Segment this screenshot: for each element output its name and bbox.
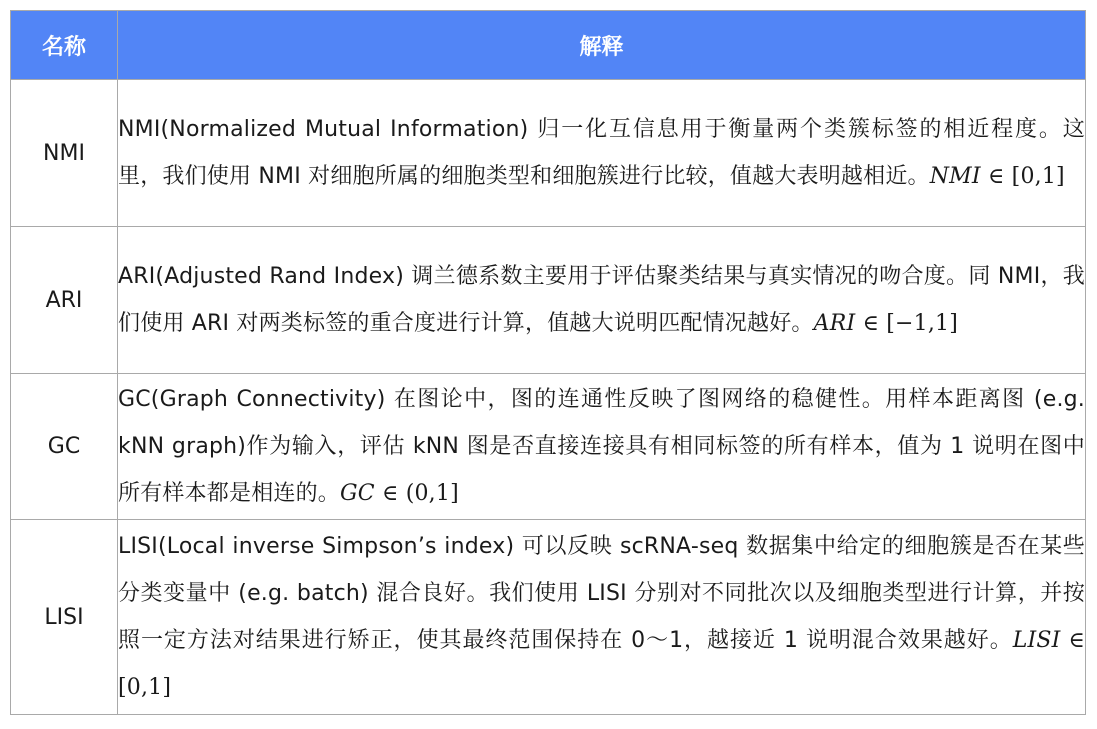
math-symbol: LISI (1012, 628, 1061, 653)
metric-description (118, 227, 1086, 374)
math-range: ∈ [0,1] (118, 628, 1086, 700)
description-text: ARI(Adjusted Rand Index) 调兰德系数主要用于评估聚类结果与真实情况的吻合度。同 NMI，我们使用 ARI 对两类标签的重合度进行计算，值越大说明匹配情况越好。 (118, 264, 1085, 336)
header-name: 名称 (11, 11, 118, 80)
metric-description (118, 374, 1086, 520)
metric-description (118, 80, 1086, 227)
metrics-table (10, 10, 1086, 715)
description-text: GC(Graph Connectivity) 在图论中，图的连通性反映了图网络的稳健性。用样本距离图 (e.g. kNN graph)作为输入，评估 kNN 图是否直接连接具有相同标签的所有样本，值为 1 说明在图中所有样本都是相连的。 (118, 387, 1085, 506)
description-text: LISI(Local inverse Simpson’s index) 可以反映 scRNA-seq 数据集中给定的细胞簇是否在某些分类变量中 (e.g. batch) 混合良好。我们使用 LISI 分别对不同批次以及细胞类型进行计算，并按照一定方法对结果进行矫正，使其最终范围保持在 0～1，越接近 1 说明混合效果越好。 (118, 534, 1085, 653)
math-range: ∈ [0,1] (980, 164, 1065, 189)
math-range: ∈ (0,1] (374, 481, 459, 506)
math-range: ∈ [−1,1] (855, 311, 959, 336)
table-row (11, 374, 1086, 520)
table-row (11, 80, 1086, 227)
metric-description (118, 520, 1086, 715)
metric-name: LISI (11, 520, 118, 715)
metric-name: NMI (11, 80, 118, 227)
math-symbol: ARI (813, 311, 856, 336)
table-row (11, 520, 1086, 715)
math-symbol: NMI (929, 164, 981, 189)
metric-name: ARI (11, 227, 118, 374)
metric-name: GC (11, 374, 118, 520)
header-row (11, 11, 1086, 80)
table-row (11, 227, 1086, 374)
math-symbol: GC (340, 481, 375, 506)
table-header (11, 11, 1086, 80)
header-description: 解释 (118, 11, 1086, 80)
description-text: NMI(Normalized Mutual Information) 归一化互信息用于衡量两个类簇标签的相近程度。这里，我们使用 NMI 对细胞所属的细胞类型和细胞簇进行比较，值越大表明越相近。 (118, 117, 1085, 189)
